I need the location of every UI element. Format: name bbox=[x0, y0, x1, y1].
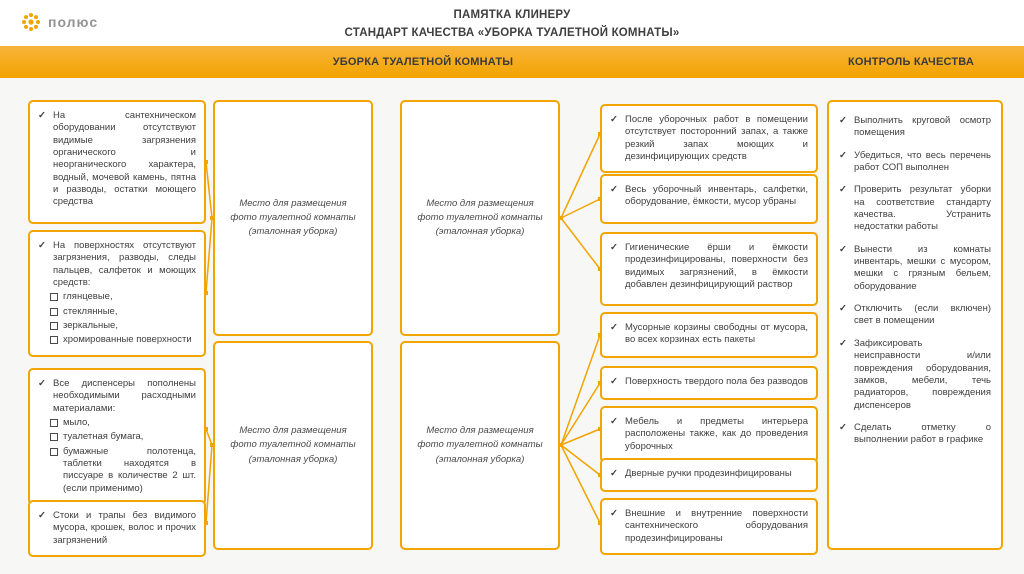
section-label-cleaning: УБОРКА ТУАЛЕТНОЙ КОМНАТЫ bbox=[332, 56, 514, 68]
check-icon bbox=[610, 114, 620, 163]
photo-placeholder-right-top bbox=[400, 100, 560, 336]
checklist-item: ✓ Весь уборочный инвентарь, салфетки, оборудование, ёмкости, мусор убраны bbox=[610, 184, 808, 209]
check-icon bbox=[610, 416, 620, 453]
photo-placeholder-text: Место для размещения фото туалетной комнаты (эталонная уборка) bbox=[417, 197, 543, 238]
check-icon bbox=[38, 378, 48, 415]
checklist-box-sanitary bbox=[28, 100, 206, 224]
check-icon bbox=[50, 291, 58, 303]
brand-logo-text: полюс bbox=[48, 14, 99, 30]
checklist-box-door-handles bbox=[600, 458, 818, 492]
check-icon bbox=[610, 508, 620, 545]
quality-control-item: ✓ Выполнить круговой осмотр помещения bbox=[839, 115, 991, 140]
quality-control-box bbox=[827, 100, 1003, 550]
check-icon bbox=[610, 376, 620, 388]
check-icon bbox=[610, 322, 620, 347]
quality-control-item: ✓ Зафиксировать неисправности и/или повреждения оборудования, замков, мебели, течь радиаторов, повреждения диспенсеров bbox=[839, 338, 991, 412]
content-area bbox=[0, 78, 1024, 574]
quality-control-item: ✓ Убедиться, что весь перечень работ СОП выполнен bbox=[839, 150, 991, 175]
checklist-box-brushes bbox=[600, 232, 818, 306]
check-icon bbox=[50, 306, 58, 318]
checklist-box-sanitary-disinfected bbox=[600, 498, 818, 555]
section-band bbox=[0, 46, 1024, 78]
checklist-box-furniture bbox=[600, 406, 818, 463]
check-icon bbox=[610, 184, 620, 209]
checklist-box-surfaces bbox=[28, 230, 206, 357]
quality-control-item: ✓ Вынести из комнаты инвентарь, мешки с мусором, мешки с грязным бельем, оборудование bbox=[839, 244, 991, 293]
checklist-box-inventory bbox=[600, 174, 818, 224]
checklist-item: туалетная бумага, bbox=[50, 431, 196, 443]
checklist-item: ✓ Мусорные корзины свободны от мусора, во всех корзинах есть пакеты bbox=[610, 322, 808, 347]
photo-placeholder-right-bottom bbox=[400, 341, 560, 550]
quality-control-item: ✓ Отключить (если включен) свет в помещении bbox=[839, 303, 991, 328]
check-icon bbox=[839, 115, 849, 140]
check-icon bbox=[839, 422, 849, 447]
page-title-line1: ПАМЯТКА КЛИНЕРУ bbox=[453, 9, 571, 21]
page-header bbox=[0, 0, 1024, 46]
photo-placeholder-left-bottom bbox=[213, 341, 373, 550]
checklist-box-drains bbox=[28, 500, 206, 557]
page-titles bbox=[0, 7, 1024, 43]
check-icon bbox=[38, 510, 48, 547]
checklist-item: глянцевые, bbox=[50, 291, 196, 303]
checklist-item: хромированные поверхности bbox=[50, 334, 196, 346]
check-icon bbox=[839, 244, 849, 293]
section-label-quality-control: КОНТРОЛЬ КАЧЕСТВА bbox=[847, 56, 975, 68]
checklist-item: ✓ На сантехническом оборудовании отсутствуют видимые загрязнения органического и неорганического характера, водный, мочевой камень, пятна и разводы, остатки моющего средства bbox=[38, 110, 196, 209]
check-icon bbox=[839, 184, 849, 233]
check-icon bbox=[50, 431, 58, 443]
checklist-item: ✓ Мебель и предметы интерьера расположены также, как до проведения уборочных bbox=[610, 416, 808, 453]
checklist-item: ✓ Поверхность твердого пола без разводов bbox=[610, 376, 808, 388]
check-icon bbox=[38, 110, 48, 209]
checklist-box-odor bbox=[600, 104, 818, 173]
checklist-item: ✓ Все диспенсеры пополнены необходимыми расходными материалами: bbox=[38, 378, 196, 415]
check-icon bbox=[38, 240, 48, 289]
check-icon bbox=[50, 446, 58, 495]
photo-placeholder-text: Место для размещения фото туалетной комнаты (эталонная уборка) bbox=[230, 197, 356, 238]
quality-control-item: ✓ Сделать отметку о выполнении работ в графике bbox=[839, 422, 991, 447]
checklist-box-floor bbox=[600, 366, 818, 400]
check-icon bbox=[839, 338, 849, 412]
checklist-item: зеркальные, bbox=[50, 320, 196, 332]
photo-placeholder-left-top bbox=[213, 100, 373, 336]
checklist-item: ✓ После уборочных работ в помещении отсутствует посторонний запах, а также резкий запах моющих и дезинфицирующих средств bbox=[610, 114, 808, 163]
check-icon bbox=[839, 150, 849, 175]
check-icon bbox=[610, 468, 620, 480]
checklist-box-bins bbox=[600, 312, 818, 358]
checklist-item: ✓ Стоки и трапы без видимого мусора, крошек, волос и прочих загрязнений bbox=[38, 510, 196, 547]
quality-control-item: ✓ Проверить результат уборки на соответствие стандарту качества. Устранить недостатки работы bbox=[839, 184, 991, 233]
checklist-box-dispensers bbox=[28, 368, 206, 505]
checklist-item: ✓ Гигиенические ёрши и ёмкости продезинфицированы, поверхности без видимых загрязнений, в ёмкости добавлен дезинфицирующий раствор bbox=[610, 242, 808, 291]
checklist-item: мыло, bbox=[50, 417, 196, 429]
check-icon bbox=[839, 303, 849, 328]
check-icon bbox=[50, 417, 58, 429]
photo-placeholder-text: Место для размещения фото туалетной комнаты (эталонная уборка) bbox=[230, 425, 356, 465]
checklist-item: стеклянные, bbox=[50, 306, 196, 318]
page-title-line2: СТАНДАРТ КАЧЕСТВА «УБОРКА ТУАЛЕТНОЙ КОМНАТЫ» bbox=[344, 26, 680, 39]
checklist-item: ✓ Внешние и внутренние поверхности сантехнического оборудования продезинфицированы bbox=[610, 508, 808, 545]
photo-placeholder-text: Место для размещения фото туалетной комнаты (эталонная уборка) bbox=[417, 425, 543, 465]
check-icon bbox=[50, 334, 58, 346]
check-icon bbox=[610, 242, 620, 291]
check-icon bbox=[50, 320, 58, 332]
checklist-item: бумажные полотенца, таблетки находятся в писсуаре в количестве 2 шт. (если применимо) bbox=[50, 446, 196, 495]
checklist-item: ✓ На поверхностях отсутствуют загрязнения, разводы, следы пальцев, салфеток и моющих средств: bbox=[38, 240, 196, 289]
checklist-item: ✓ Дверные ручки продезинфицированы bbox=[610, 468, 808, 480]
